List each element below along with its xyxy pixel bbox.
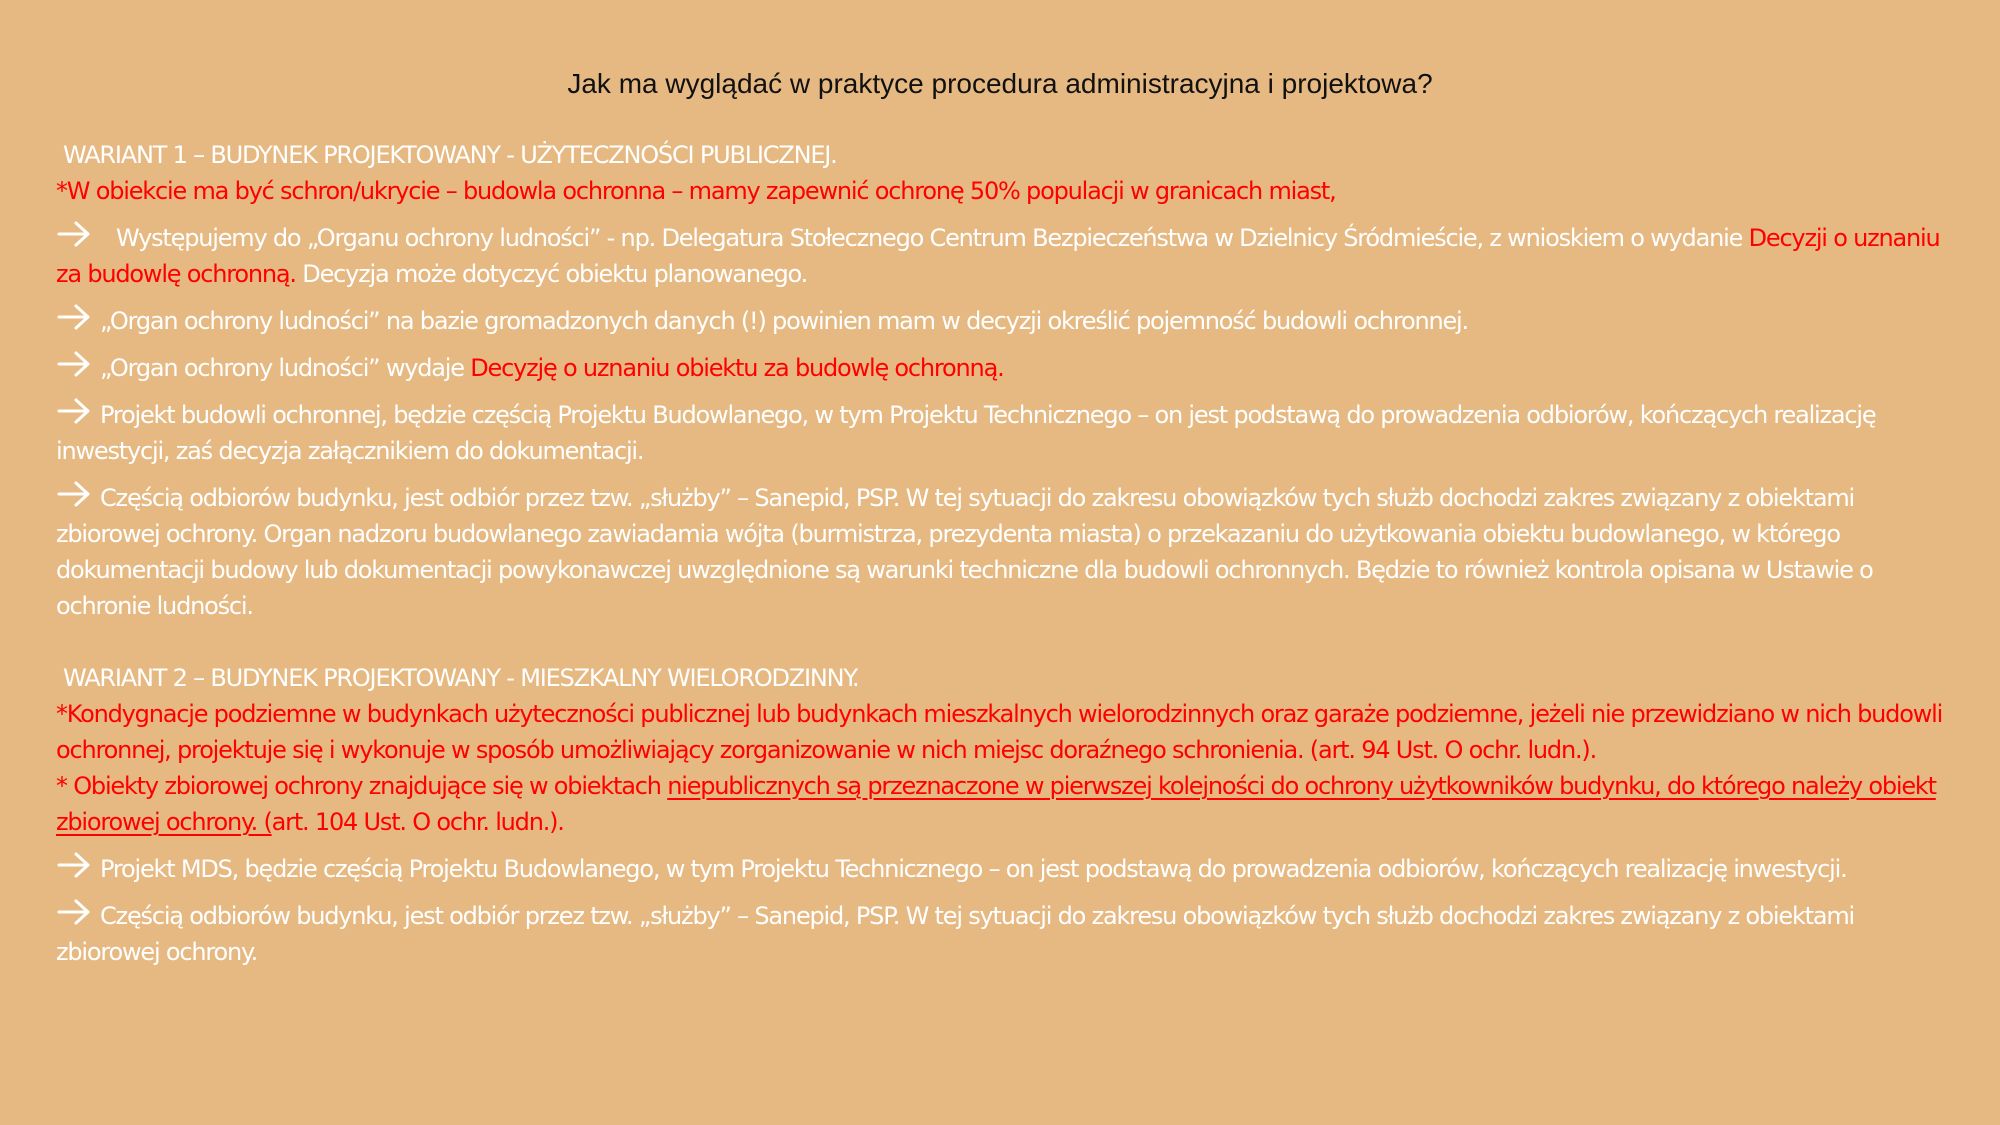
variant2-note-1: *Kondygnacje podziemne w budynkach użyteczności publicznej lub budynkach mieszkalnych wielorodzinnych oraz garaże podziemne, jeżeli nie przewidziano w nich budowli ochronnej, projektuje się i wykonuje w sposób umożliwiający zorganizowanie w nich miejsc doraźnego schronienia. (art. 94 Ust. O ochr. ludn.). — [56, 700, 1943, 764]
right-arrow-icon — [56, 350, 92, 378]
variant2-note-2 — [56, 768, 1956, 840]
variant1-note: *W obiekcie ma być schron/ukrycie – budowla ochronna – mamy zapewnić ochronę 50% populacji w granicach miast, — [56, 177, 1336, 205]
slide-body — [56, 137, 1956, 970]
item-text: Częścią odbiorów budynku, jest odbiór przez tzw. „służby” – Sanepid, PSP. W tej sytuacji do zakresu obowiązków tych służb dochodzi zakres związany z obiektami zbiorowej ochrony. Organ nadzoru budowlanego zawiadamia wójta (burmistrza, prezydenta miasta) o przekazaniu do użytkowania obiektu budowlanego, w którego dokumentacji budowy lub dokumentacji powykonawczej uwzględnione są warunki techniczne dla budowli ochronnych. Będzie to również kontrola opisana w Ustawie o ochronie ludności. — [56, 484, 1873, 620]
right-arrow-icon — [56, 851, 92, 879]
item-text: „Organ ochrony ludności” wydaje — [100, 354, 471, 382]
item-text: Projekt budowli ochronnej, będzie częścią Projektu Budowlanego, w tym Projektu Technicznego – on jest podstawą do prowadzenia odbiorów, kończących realizację inwestycji, zaś decyzja załącznikiem do dokumentacji. — [56, 401, 1876, 465]
variant1-heading: WARIANT 1 – BUDYNEK PROJEKTOWANY - UŻYTECZNOŚCI PUBLICZNEJ. — [63, 141, 837, 169]
slide-title: Jak ma wyglądać w praktyce procedura administracyjna i projektowa? — [567, 68, 1433, 99]
variant1-item-1 — [56, 220, 1956, 292]
note-text-2: art. 104 Ust. O ochr. ludn.). — [271, 808, 564, 836]
item-text-2: Decyzja może dotyczyć obiektu planowanego. — [295, 260, 807, 288]
variant2-item-2 — [56, 898, 1956, 970]
right-arrow-icon — [56, 220, 92, 248]
variant1-item-3 — [56, 350, 1956, 386]
item-red-text: Decyzji o uznaniu za budowlę ochronną. — [56, 224, 1940, 288]
item-red-text: Decyzję o uznaniu obiektu za budowlę ochronną. — [470, 354, 1004, 382]
item-text: Występujemy do „Organu ochrony ludności” - np. Delegatura Stołecznego Centrum Bezpieczeństwa w Dzielnicy Śródmieście, z wnioskiem o wydanie — [116, 224, 1743, 252]
item-text: Częścią odbiorów budynku, jest odbiór przez tzw. „służby” – Sanepid, PSP. W tej sytuacji do zakresu obowiązków tych służb dochodzi zakres związany z obiektami zbiorowej ochrony. — [56, 902, 1855, 966]
variant1-item-5 — [56, 480, 1956, 624]
item-text: „Organ ochrony ludności” na bazie gromadzonych danych (!) powinien mam w decyzji określić pojemność budowli ochronnej. — [100, 307, 1468, 335]
right-arrow-icon — [56, 303, 92, 331]
right-arrow-icon — [56, 480, 92, 508]
note-text: * Obiekty zbiorowej ochrony znajdujące się w obiektach — [56, 772, 668, 800]
right-arrow-icon — [56, 397, 92, 425]
right-arrow-icon — [56, 898, 92, 926]
variant1-item-4 — [56, 397, 1956, 469]
variant1-item-2 — [56, 303, 1956, 339]
note-underlined-text: niepublicznych są przeznaczone w pierwszej kolejności do ochrony użytkowników budynku, do którego należy obiekt zbiorowej ochrony. ( — [56, 772, 1936, 836]
item-text: Projekt MDS, będzie częścią Projektu Budowlanego, w tym Projektu Technicznego – on jest podstawą do prowadzenia odbiorów, kończących realizację inwestycji. — [100, 855, 1847, 883]
variant2-item-1 — [56, 851, 1956, 887]
variant2-heading: WARIANT 2 – BUDYNEK PROJEKTOWANY - MIESZKALNY WIELORODZINNY. — [63, 664, 859, 692]
